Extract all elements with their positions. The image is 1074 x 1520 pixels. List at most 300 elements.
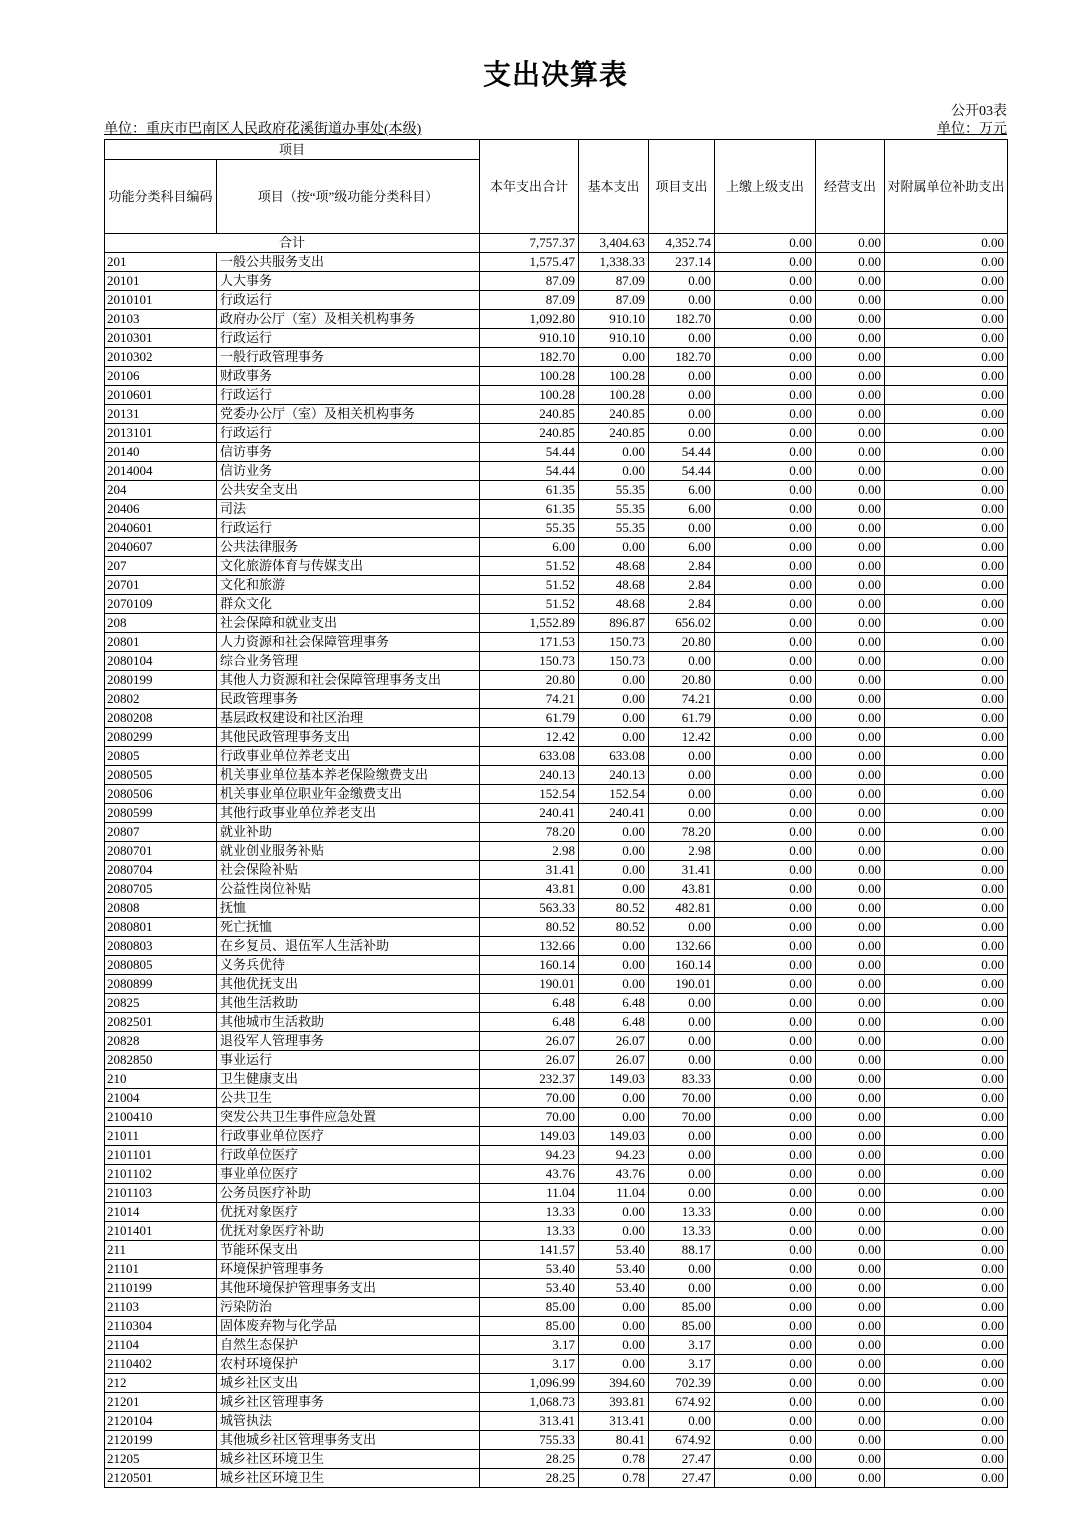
item-name-cell: 城管执法 <box>217 1412 480 1431</box>
header-group-row <box>105 140 1008 160</box>
item-name-cell: 在乡复员、退伍军人生活补助 <box>217 937 480 956</box>
total-value-cell: 7,757.37 <box>480 234 579 253</box>
value-cell: 0.00 <box>715 595 816 614</box>
item-name-cell: 行政运行 <box>217 386 480 405</box>
item-name-cell: 人大事务 <box>217 272 480 291</box>
value-cell: 55.35 <box>579 519 649 538</box>
value-cell: 240.41 <box>480 804 579 823</box>
value-cell: 0.00 <box>816 1412 885 1431</box>
header-upward-remittance: 上缴上级支出 <box>715 140 816 234</box>
value-cell: 0.00 <box>816 462 885 481</box>
value-cell: 0.00 <box>816 728 885 747</box>
item-name-cell: 行政运行 <box>217 424 480 443</box>
value-cell: 0.00 <box>816 1203 885 1222</box>
item-name-cell: 基层政权建设和社区治理 <box>217 709 480 728</box>
value-cell: 237.14 <box>649 253 715 272</box>
value-cell: 53.40 <box>579 1279 649 1298</box>
value-cell: 0.00 <box>715 842 816 861</box>
value-cell: 0.00 <box>715 937 816 956</box>
function-code-cell: 20802 <box>105 690 217 709</box>
value-cell: 1,338.33 <box>579 253 649 272</box>
function-code-cell: 2040607 <box>105 538 217 557</box>
item-name-cell: 退役军人管理事务 <box>217 1032 480 1051</box>
value-cell: 0.00 <box>885 842 1008 861</box>
value-cell: 0.00 <box>885 614 1008 633</box>
function-code-cell: 20131 <box>105 405 217 424</box>
value-cell: 85.00 <box>480 1317 579 1336</box>
value-cell: 0.00 <box>885 576 1008 595</box>
item-name-cell: 其他民政管理事务支出 <box>217 728 480 747</box>
value-cell: 85.00 <box>649 1298 715 1317</box>
value-cell: 0.00 <box>816 1355 885 1374</box>
item-name-cell: 环境保护管理事务 <box>217 1260 480 1279</box>
value-cell: 0.00 <box>885 1374 1008 1393</box>
table-row <box>105 804 1008 823</box>
function-code-cell: 21205 <box>105 1450 217 1469</box>
value-cell: 0.78 <box>579 1450 649 1469</box>
value-cell: 54.44 <box>480 462 579 481</box>
table-row <box>105 1222 1008 1241</box>
value-cell: 910.10 <box>579 329 649 348</box>
function-code-cell: 2014004 <box>105 462 217 481</box>
item-name-cell: 优抚对象医疗 <box>217 1203 480 1222</box>
value-cell: 0.00 <box>816 1279 885 1298</box>
value-cell: 0.00 <box>649 994 715 1013</box>
table-row <box>105 253 1008 272</box>
value-cell: 0.00 <box>816 310 885 329</box>
header-function-code: 功能分类科目编码 <box>105 160 217 234</box>
value-cell: 6.48 <box>579 1013 649 1032</box>
item-name-cell: 就业补助 <box>217 823 480 842</box>
value-cell: 0.00 <box>715 1089 816 1108</box>
function-code-cell: 20106 <box>105 367 217 386</box>
value-cell: 83.33 <box>649 1070 715 1089</box>
value-cell: 0.00 <box>715 652 816 671</box>
value-cell: 1,096.99 <box>480 1374 579 1393</box>
value-cell: 0.00 <box>649 1279 715 1298</box>
value-cell: 0.00 <box>816 557 885 576</box>
item-name-cell: 城乡社区支出 <box>217 1374 480 1393</box>
value-cell: 182.70 <box>649 348 715 367</box>
value-cell: 0.00 <box>885 367 1008 386</box>
unit-row <box>104 121 1007 138</box>
value-cell: 80.52 <box>579 918 649 937</box>
value-cell: 0.00 <box>816 272 885 291</box>
value-cell: 0.00 <box>649 1260 715 1279</box>
value-cell: 0.00 <box>715 557 816 576</box>
value-cell: 27.47 <box>649 1469 715 1488</box>
value-cell: 0.00 <box>649 386 715 405</box>
table-row <box>105 367 1008 386</box>
value-cell: 0.00 <box>649 1184 715 1203</box>
item-name-cell: 公共卫生 <box>217 1089 480 1108</box>
table-row <box>105 1336 1008 1355</box>
value-cell: 0.00 <box>579 975 649 994</box>
value-cell: 160.14 <box>480 956 579 975</box>
value-cell: 3.17 <box>480 1355 579 1374</box>
value-cell: 0.00 <box>715 1070 816 1089</box>
table-row <box>105 614 1008 633</box>
table-row <box>105 595 1008 614</box>
value-cell: 0.00 <box>579 842 649 861</box>
function-code-cell: 2080803 <box>105 937 217 956</box>
value-cell: 1,575.47 <box>480 253 579 272</box>
value-cell: 0.00 <box>579 861 649 880</box>
value-cell: 0.00 <box>715 918 816 937</box>
value-cell: 0.00 <box>885 1032 1008 1051</box>
value-cell: 0.00 <box>816 804 885 823</box>
value-cell: 61.79 <box>649 709 715 728</box>
value-cell: 0.00 <box>816 291 885 310</box>
table-row <box>105 1070 1008 1089</box>
total-row <box>105 234 1008 253</box>
table-row <box>105 329 1008 348</box>
value-cell: 0.00 <box>885 424 1008 443</box>
function-code-cell: 2101102 <box>105 1165 217 1184</box>
item-name-cell: 其他环境保护管理事务支出 <box>217 1279 480 1298</box>
function-code-cell: 20140 <box>105 443 217 462</box>
value-cell: 563.33 <box>480 899 579 918</box>
value-cell: 0.00 <box>715 481 816 500</box>
value-cell: 0.00 <box>579 728 649 747</box>
value-cell: 28.25 <box>480 1450 579 1469</box>
value-cell: 0.00 <box>816 1336 885 1355</box>
item-name-cell: 人力资源和社会保障管理事务 <box>217 633 480 652</box>
value-cell: 0.00 <box>715 1146 816 1165</box>
value-cell: 0.00 <box>816 861 885 880</box>
value-cell: 0.00 <box>579 1355 649 1374</box>
function-code-cell: 20406 <box>105 500 217 519</box>
value-cell: 182.70 <box>480 348 579 367</box>
value-cell: 0.00 <box>816 975 885 994</box>
value-cell: 0.00 <box>885 272 1008 291</box>
value-cell: 0.00 <box>579 1203 649 1222</box>
value-cell: 0.00 <box>885 1184 1008 1203</box>
value-cell: 896.87 <box>579 614 649 633</box>
expenditure-table <box>104 139 1008 1488</box>
value-cell: 0.00 <box>579 1222 649 1241</box>
value-cell: 0.00 <box>885 348 1008 367</box>
value-cell: 0.00 <box>816 348 885 367</box>
value-cell: 0.00 <box>579 1336 649 1355</box>
value-cell: 2.98 <box>480 842 579 861</box>
value-cell: 94.23 <box>579 1146 649 1165</box>
value-cell: 0.00 <box>816 1374 885 1393</box>
item-name-cell: 文化和旅游 <box>217 576 480 595</box>
value-cell: 0.00 <box>885 1355 1008 1374</box>
total-value-cell: 0.00 <box>885 234 1008 253</box>
item-name-cell: 其他优抚支出 <box>217 975 480 994</box>
item-name-cell: 群众文化 <box>217 595 480 614</box>
value-cell: 2.98 <box>649 842 715 861</box>
function-code-cell: 2110304 <box>105 1317 217 1336</box>
value-cell: 0.00 <box>715 690 816 709</box>
function-code-cell: 201 <box>105 253 217 272</box>
reporting-unit-label: 单位：重庆市巴南区人民政府花溪街道办事处(本级) <box>104 122 422 137</box>
value-cell: 0.00 <box>885 443 1008 462</box>
value-cell: 633.08 <box>579 747 649 766</box>
value-cell: 43.81 <box>649 880 715 899</box>
value-cell: 0.00 <box>885 386 1008 405</box>
value-cell: 0.00 <box>649 652 715 671</box>
value-cell: 755.33 <box>480 1431 579 1450</box>
value-cell: 910.10 <box>579 310 649 329</box>
value-cell: 26.07 <box>579 1051 649 1070</box>
value-cell: 0.00 <box>885 823 1008 842</box>
value-cell: 0.00 <box>715 1051 816 1070</box>
value-cell: 0.00 <box>715 1412 816 1431</box>
value-cell: 0.00 <box>816 1317 885 1336</box>
value-cell: 0.00 <box>885 1108 1008 1127</box>
value-cell: 0.00 <box>715 1260 816 1279</box>
value-cell: 0.00 <box>649 405 715 424</box>
value-cell: 702.39 <box>649 1374 715 1393</box>
value-cell: 149.03 <box>579 1070 649 1089</box>
value-cell: 0.00 <box>885 1070 1008 1089</box>
header-operating-expenditure: 经营支出 <box>816 140 885 234</box>
value-cell: 0.00 <box>715 329 816 348</box>
value-cell: 0.00 <box>885 1450 1008 1469</box>
table-row <box>105 538 1008 557</box>
function-code-cell: 21011 <box>105 1127 217 1146</box>
value-cell: 0.00 <box>816 1450 885 1469</box>
item-name-cell: 行政事业单位养老支出 <box>217 747 480 766</box>
item-name-cell: 卫生健康支出 <box>217 1070 480 1089</box>
value-cell: 0.00 <box>816 956 885 975</box>
value-cell: 0.00 <box>579 671 649 690</box>
value-cell: 0.00 <box>885 291 1008 310</box>
value-cell: 394.60 <box>579 1374 649 1393</box>
table-row <box>105 747 1008 766</box>
function-code-cell: 20101 <box>105 272 217 291</box>
value-cell: 1,092.80 <box>480 310 579 329</box>
value-cell: 94.23 <box>480 1146 579 1165</box>
value-cell: 0.00 <box>715 614 816 633</box>
item-name-cell: 自然生态保护 <box>217 1336 480 1355</box>
value-cell: 0.00 <box>715 424 816 443</box>
table-row <box>105 272 1008 291</box>
table-row <box>105 671 1008 690</box>
value-cell: 0.00 <box>885 671 1008 690</box>
value-cell: 0.00 <box>649 785 715 804</box>
value-cell: 0.00 <box>885 728 1008 747</box>
value-cell: 54.44 <box>649 462 715 481</box>
value-cell: 240.85 <box>579 405 649 424</box>
value-cell: 87.09 <box>579 291 649 310</box>
value-cell: 0.00 <box>816 1051 885 1070</box>
function-code-cell: 2080505 <box>105 766 217 785</box>
value-cell: 0.00 <box>649 1412 715 1431</box>
value-cell: 0.00 <box>649 1032 715 1051</box>
function-code-cell: 2080704 <box>105 861 217 880</box>
item-name-cell: 农村环境保护 <box>217 1355 480 1374</box>
value-cell: 0.00 <box>579 462 649 481</box>
value-cell: 0.00 <box>579 348 649 367</box>
item-name-cell: 行政运行 <box>217 519 480 538</box>
item-name-cell: 其他人力资源和社会保障管理事务支出 <box>217 671 480 690</box>
value-cell: 0.00 <box>816 500 885 519</box>
value-cell: 190.01 <box>480 975 579 994</box>
value-cell: 0.00 <box>885 1393 1008 1412</box>
value-cell: 0.00 <box>715 747 816 766</box>
value-cell: 0.00 <box>816 1108 885 1127</box>
value-cell: 656.02 <box>649 614 715 633</box>
value-cell: 0.00 <box>885 1146 1008 1165</box>
value-cell: 61.35 <box>480 481 579 500</box>
value-cell: 0.00 <box>816 1165 885 1184</box>
value-cell: 0.00 <box>715 899 816 918</box>
function-code-cell: 2080506 <box>105 785 217 804</box>
table-row <box>105 1013 1008 1032</box>
value-cell: 0.00 <box>885 918 1008 937</box>
value-cell: 0.00 <box>715 1393 816 1412</box>
value-cell: 0.00 <box>816 538 885 557</box>
item-name-cell: 机关事业单位基本养老保险缴费支出 <box>217 766 480 785</box>
value-cell: 78.20 <box>480 823 579 842</box>
table-row <box>105 709 1008 728</box>
value-cell: 80.52 <box>579 899 649 918</box>
item-name-cell: 突发公共卫生事件应急处置 <box>217 1108 480 1127</box>
value-cell: 100.28 <box>480 386 579 405</box>
value-cell: 0.00 <box>885 937 1008 956</box>
item-name-cell: 抚恤 <box>217 899 480 918</box>
value-cell: 26.07 <box>480 1051 579 1070</box>
value-cell: 0.00 <box>885 785 1008 804</box>
table-row <box>105 500 1008 519</box>
function-code-cell: 20701 <box>105 576 217 595</box>
value-cell: 13.33 <box>649 1222 715 1241</box>
page-title: 支出决算表 <box>482 60 628 91</box>
value-cell: 3.17 <box>480 1336 579 1355</box>
value-cell: 150.73 <box>579 633 649 652</box>
value-cell: 0.00 <box>816 880 885 899</box>
table-row <box>105 291 1008 310</box>
value-cell: 6.48 <box>480 1013 579 1032</box>
value-cell: 0.00 <box>649 519 715 538</box>
value-cell: 55.35 <box>579 500 649 519</box>
value-cell: 0.00 <box>816 1127 885 1146</box>
table-row <box>105 1450 1008 1469</box>
value-cell: 1,068.73 <box>480 1393 579 1412</box>
value-cell: 0.00 <box>649 766 715 785</box>
value-cell: 0.00 <box>885 804 1008 823</box>
value-cell: 20.80 <box>649 671 715 690</box>
function-code-cell: 2100410 <box>105 1108 217 1127</box>
item-name-cell: 文化旅游体育与传媒支出 <box>217 557 480 576</box>
value-cell: 0.00 <box>715 994 816 1013</box>
function-code-cell: 21201 <box>105 1393 217 1412</box>
item-name-cell: 一般公共服务支出 <box>217 253 480 272</box>
value-cell: 0.00 <box>885 1336 1008 1355</box>
value-cell: 51.52 <box>480 557 579 576</box>
value-cell: 0.00 <box>885 462 1008 481</box>
value-cell: 12.42 <box>649 728 715 747</box>
value-cell: 0.00 <box>715 785 816 804</box>
function-code-cell: 2080805 <box>105 956 217 975</box>
value-cell: 61.35 <box>480 500 579 519</box>
function-code-cell: 211 <box>105 1241 217 1260</box>
function-code-cell: 2080705 <box>105 880 217 899</box>
table-row <box>105 1279 1008 1298</box>
function-code-cell: 2010301 <box>105 329 217 348</box>
value-cell: 100.28 <box>579 386 649 405</box>
function-code-cell: 2080899 <box>105 975 217 994</box>
value-cell: 0.00 <box>715 1032 816 1051</box>
table-row <box>105 1089 1008 1108</box>
value-cell: 0.00 <box>816 519 885 538</box>
value-cell: 0.00 <box>715 880 816 899</box>
value-cell: 0.00 <box>649 804 715 823</box>
table-row <box>105 405 1008 424</box>
value-cell: 182.70 <box>649 310 715 329</box>
value-cell: 0.00 <box>885 899 1008 918</box>
table-row <box>105 1165 1008 1184</box>
value-cell: 0.00 <box>885 595 1008 614</box>
table-row <box>105 690 1008 709</box>
table-row <box>105 766 1008 785</box>
value-cell: 0.00 <box>885 405 1008 424</box>
table-row <box>105 310 1008 329</box>
table-row <box>105 1184 1008 1203</box>
value-cell: 0.00 <box>885 766 1008 785</box>
value-cell: 0.00 <box>715 1431 816 1450</box>
value-cell: 0.00 <box>816 253 885 272</box>
table-code-label: 公开03表 <box>951 104 1007 119</box>
value-cell: 633.08 <box>480 747 579 766</box>
value-cell: 0.00 <box>816 994 885 1013</box>
value-cell: 0.00 <box>885 538 1008 557</box>
value-cell: 0.00 <box>885 747 1008 766</box>
function-code-cell: 20103 <box>105 310 217 329</box>
value-cell: 0.00 <box>816 443 885 462</box>
value-cell: 53.40 <box>480 1260 579 1279</box>
value-cell: 0.00 <box>715 823 816 842</box>
value-cell: 674.92 <box>649 1393 715 1412</box>
value-cell: 0.00 <box>715 1469 816 1488</box>
item-name-cell: 社会保险补贴 <box>217 861 480 880</box>
item-name-cell: 信访业务 <box>217 462 480 481</box>
item-name-cell: 公益性岗位补贴 <box>217 880 480 899</box>
table-row <box>105 823 1008 842</box>
value-cell: 0.00 <box>885 633 1008 652</box>
value-cell: 0.00 <box>579 823 649 842</box>
value-cell: 152.54 <box>480 785 579 804</box>
currency-unit-label: 单位：万元 <box>937 122 1007 137</box>
value-cell: 0.00 <box>649 747 715 766</box>
function-code-cell: 210 <box>105 1070 217 1089</box>
table-row <box>105 1412 1008 1431</box>
value-cell: 0.00 <box>579 443 649 462</box>
value-cell: 0.00 <box>885 1051 1008 1070</box>
function-code-cell: 207 <box>105 557 217 576</box>
value-cell: 48.68 <box>579 595 649 614</box>
value-cell: 0.00 <box>816 842 885 861</box>
value-cell: 0.00 <box>715 1108 816 1127</box>
table-row <box>105 1108 1008 1127</box>
value-cell: 0.00 <box>885 1222 1008 1241</box>
value-cell: 87.09 <box>579 272 649 291</box>
value-cell: 6.00 <box>649 500 715 519</box>
value-cell: 149.03 <box>579 1127 649 1146</box>
value-cell: 240.13 <box>480 766 579 785</box>
value-cell: 0.00 <box>715 1317 816 1336</box>
value-cell: 53.40 <box>579 1241 649 1260</box>
value-cell: 0.00 <box>649 918 715 937</box>
report-sheet <box>104 0 1007 1488</box>
value-cell: 0.00 <box>715 804 816 823</box>
value-cell: 0.00 <box>816 386 885 405</box>
item-name-cell: 城乡社区环境卫生 <box>217 1469 480 1488</box>
